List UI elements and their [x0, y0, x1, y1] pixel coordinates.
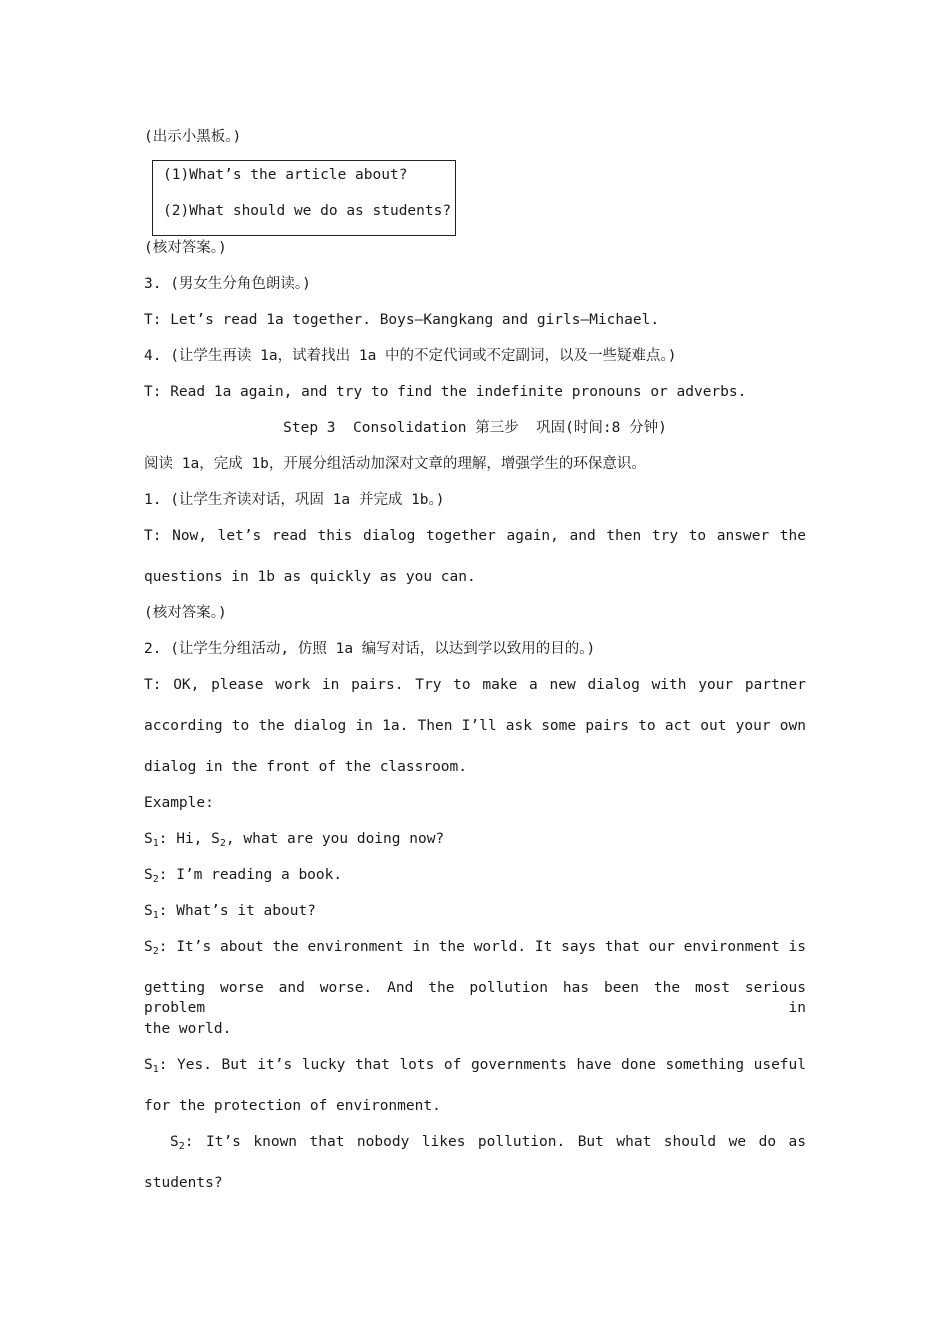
speaker-label: S	[144, 831, 153, 847]
dialog-line-cont: students?	[144, 1175, 223, 1191]
dialog-line: $S_2$: It’s known that nobody likes pollution. But what should we do as	[170, 1134, 806, 1152]
dialog-line: $S_2$: I’m reading a book.	[144, 867, 343, 885]
step-3-description: 阅读 1a，完成 1b，开展分组活动加深对文章的理解，增强学生的环保意识。	[144, 456, 646, 472]
step-item-1: 1. (让学生齐读对话，巩固 1a 并完成 1b。)	[144, 492, 445, 508]
teacher-line: T: Now, let’s read this dialog together again, and then try to answer the	[144, 528, 806, 544]
question-1: (1)What’s the article about?	[163, 167, 408, 183]
speaker-label: S	[144, 939, 153, 955]
question-box	[152, 160, 456, 236]
dialog-line-cont: for the protection of environment.	[144, 1098, 441, 1114]
dialog-line: $S_1$: Hi, $S_2$, what are you doing now?	[144, 831, 445, 849]
question-2: (2)What should we do as students?	[163, 203, 452, 219]
dialog-line-cont: the world.	[144, 1021, 232, 1037]
dialog-line: $S_1$: What’s it about?	[144, 903, 316, 921]
teacher-line-cont: questions in 1b as quickly as you can.	[144, 569, 476, 585]
dialog-line: $S_1$: Yes. But it’s lucky that lots of governments have done something useful	[144, 1057, 806, 1075]
teacher-line: T: OK, please work in pairs. Try to make a new dialog with your partner	[144, 677, 806, 693]
speaker-label: S	[144, 867, 153, 883]
speaker-label: S	[144, 903, 153, 919]
check-answers-note: (核对答案。)	[144, 240, 227, 256]
teacher-line: T: Read 1a again, and try to find the indefinite pronouns or adverbs.	[144, 384, 747, 400]
step-item-2: 2. (让学生分组活动, 仿照 1a 编写对话，以达到学以致用的目的。)	[144, 641, 596, 657]
example-label: Example:	[144, 795, 214, 811]
speaker-label: S	[144, 1057, 153, 1073]
teacher-line-cont: according to the dialog in 1a. Then I’ll ask some pairs to act out your own	[144, 718, 806, 734]
speaker-label: S	[170, 1134, 179, 1150]
teacher-line-cont: dialog in the front of the classroom.	[144, 759, 468, 775]
step-3-heading: Step 3 Consolidation 第三步 巩固(时间:8 分钟)	[283, 420, 667, 436]
step-item-3: 3. (男女生分角色朗读。)	[144, 276, 311, 292]
dialog-line-cont: getting worse and worse. And the pollution has been the most serious problem in	[144, 980, 806, 1016]
dialog-line: $S_2$: It’s about the environment in the world. It says that our environment is	[144, 939, 806, 957]
step-item-4: 4. (让学生再读 1a，试着找出 1a 中的不定代词或不定副词，以及一些疑难点。)	[144, 348, 677, 364]
teacher-line: T: Let’s read 1a together. Boys—Kangkang and girls—Michael.	[144, 312, 660, 328]
blackboard-note: (出示小黑板。)	[144, 129, 242, 145]
check-answers-note: (核对答案。)	[144, 605, 227, 621]
